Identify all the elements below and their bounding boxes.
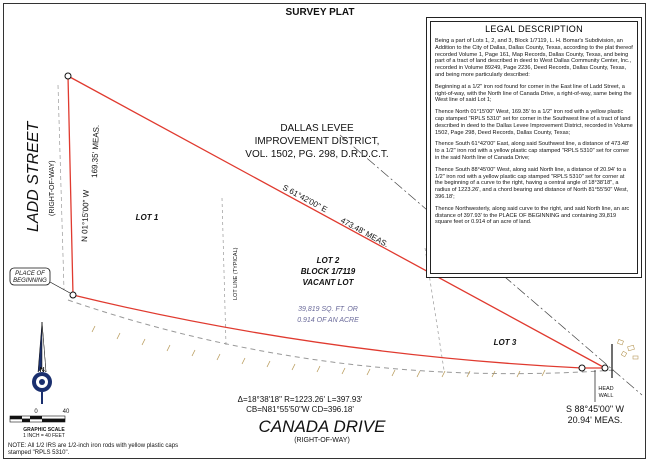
legal-paragraph: Thence North 01°15'00" West, 169.35' to a 1/2" iron rod with a yellow plastic cap stamped "RPLS 5310" set for corner in the Southwest line of a tract of land described in deed to the Dallas Levee Improvement District, recorded in Volume 1502, Page 298, Deed Records, Dallas County, Texas; — [435, 109, 633, 136]
levee-label-2: IMPROVEMENT DISTRICT, — [254, 136, 380, 147]
page-title: SURVEY PLAT — [285, 7, 355, 18]
ladd-street-label: LADD STREET — [25, 121, 42, 232]
lot-3-label: LOT 3 — [493, 338, 517, 347]
legal-description-box — [426, 17, 642, 278]
lot-2-label: LOT 2 — [316, 256, 340, 265]
east-line-distance: 20.94' MEAS. — [567, 415, 623, 425]
curve-data-1: Δ=18°38'18" R=1223.26' L=397.93' — [237, 395, 363, 404]
pob-label-1: PLACE OF — [15, 271, 45, 277]
ladd-street-row: (RIGHT-OF-WAY) — [49, 160, 56, 216]
scale-forty: 40 — [62, 409, 70, 415]
scale-label — [14, 427, 74, 439]
north-label: N — [39, 367, 45, 374]
ne-line-distance: 473.48' MEAS. — [339, 215, 391, 250]
area-label-1: 39,819 SQ. FT. OR — [298, 306, 358, 313]
rock-rubble — [617, 339, 638, 359]
curve-data-2: CB=N81°55'50"W CD=396.18' — [246, 405, 354, 414]
canada-drive-row: (RIGHT-OF-WAY) — [294, 437, 350, 444]
lot-line-label: LOT LINE (TYPICAL) — [233, 247, 239, 300]
pob-label-2: BEGINNING — [13, 278, 47, 284]
east-line-bearing: S 88°45'00" W — [565, 404, 625, 414]
levee-label-3: VOL. 1502, PG. 298, D.R.D.C.T. — [245, 149, 389, 160]
ladd-street-row-line — [58, 85, 64, 290]
pob-leader — [50, 282, 70, 293]
legal-paragraph: Being a part of Lots 1, 2, and 3, Block 1/7119, L. H. Bomar's Subdivision, an Addition to the City of Dallas, Dallas County, Texas, according to the plat thereof recorded Volume 1, Page 161, Map Records, Dallas County, Texas, and being part of a tract of land described in deed to West Dallas Community Center, Inc., recorded in Volume 89249, Page 2236, Deed Records, Dallas County, Texas, and being more particularly described: — [435, 38, 633, 78]
scale-subtitle: 1 INCH = 40 FEET — [23, 433, 65, 439]
legal-paragraph: Beginning at a 1/2" iron rod found for corner in the East line of Ladd Street, a right-of-way, with the North line of Canada Drive, a right-of-way, same being the West line of said Lot 1; — [435, 83, 632, 104]
legal-paragraph: Thence South 88°45'00" West, along said North line, a distance of 20.94' to a 1/2" iron rod with a yellow plastic cap stamped "RPLS 5310" set for corner at the beginning of a curve to the right, having a central angle of 18°38'18", a radius of 1223.26', and a chord bearing and distance of North 81°55'50" West, 396.18'; — [435, 166, 629, 200]
headwall-label-1: HEAD — [598, 386, 614, 392]
graphic-scale-bar — [10, 416, 65, 422]
corner-marker-east — [602, 365, 608, 371]
west-line-distance: 169.35' MEAS. — [90, 124, 101, 179]
vacant-lot-label: VACANT LOT — [302, 278, 354, 287]
corner-marker-nw — [65, 73, 71, 79]
legal-paragraph: Thence South 61°42'00" East, along said Southwest line, a distance of 473.48' to a 1/2" iron rod with a yellow plastic cap stamped "RPLS 5310" set for corner in the said North line of Canada Drive; — [435, 141, 630, 161]
corner-marker-curve — [579, 365, 585, 371]
headwall-label-2: WALL — [598, 393, 614, 399]
scale-zero: 0 — [34, 409, 38, 415]
ne-line-bearing: S 61°42'00" E — [281, 182, 329, 215]
west-line-bearing: N 01°15'00" W — [80, 189, 91, 243]
lot-1-label: LOT 1 — [135, 213, 159, 222]
levee-label-1: DALLAS LEVEE — [280, 123, 354, 134]
lot-line-typical — [222, 198, 226, 345]
plat-note: NOTE: All 1/2 IRS are 1/2-inch iron rods with yellow plastic caps stamped "RPLS 5310". — [8, 443, 179, 456]
block-label: BLOCK 1/7119 — [300, 267, 356, 276]
area-label-2: 0.914 OF AN ACRE — [297, 317, 359, 324]
scale-title: GRAPHIC SCALE — [23, 427, 65, 433]
curb-hatch — [92, 326, 545, 377]
legal-description-title: LEGAL DESCRIPTION — [485, 24, 583, 34]
canada-drive-label: CANADA DRIVE — [258, 417, 386, 436]
legal-description-inner — [430, 21, 638, 274]
legal-paragraph: Thence Northwesterly, along said curve to the right, and said North line, an arc distance of 397.93' to the PLACE OF BEGINNING and containing 39,819 square feet or 0.914 of an acre of land. — [435, 205, 630, 226]
north-arrow-icon — [32, 322, 52, 404]
corner-marker-pob — [70, 292, 76, 298]
